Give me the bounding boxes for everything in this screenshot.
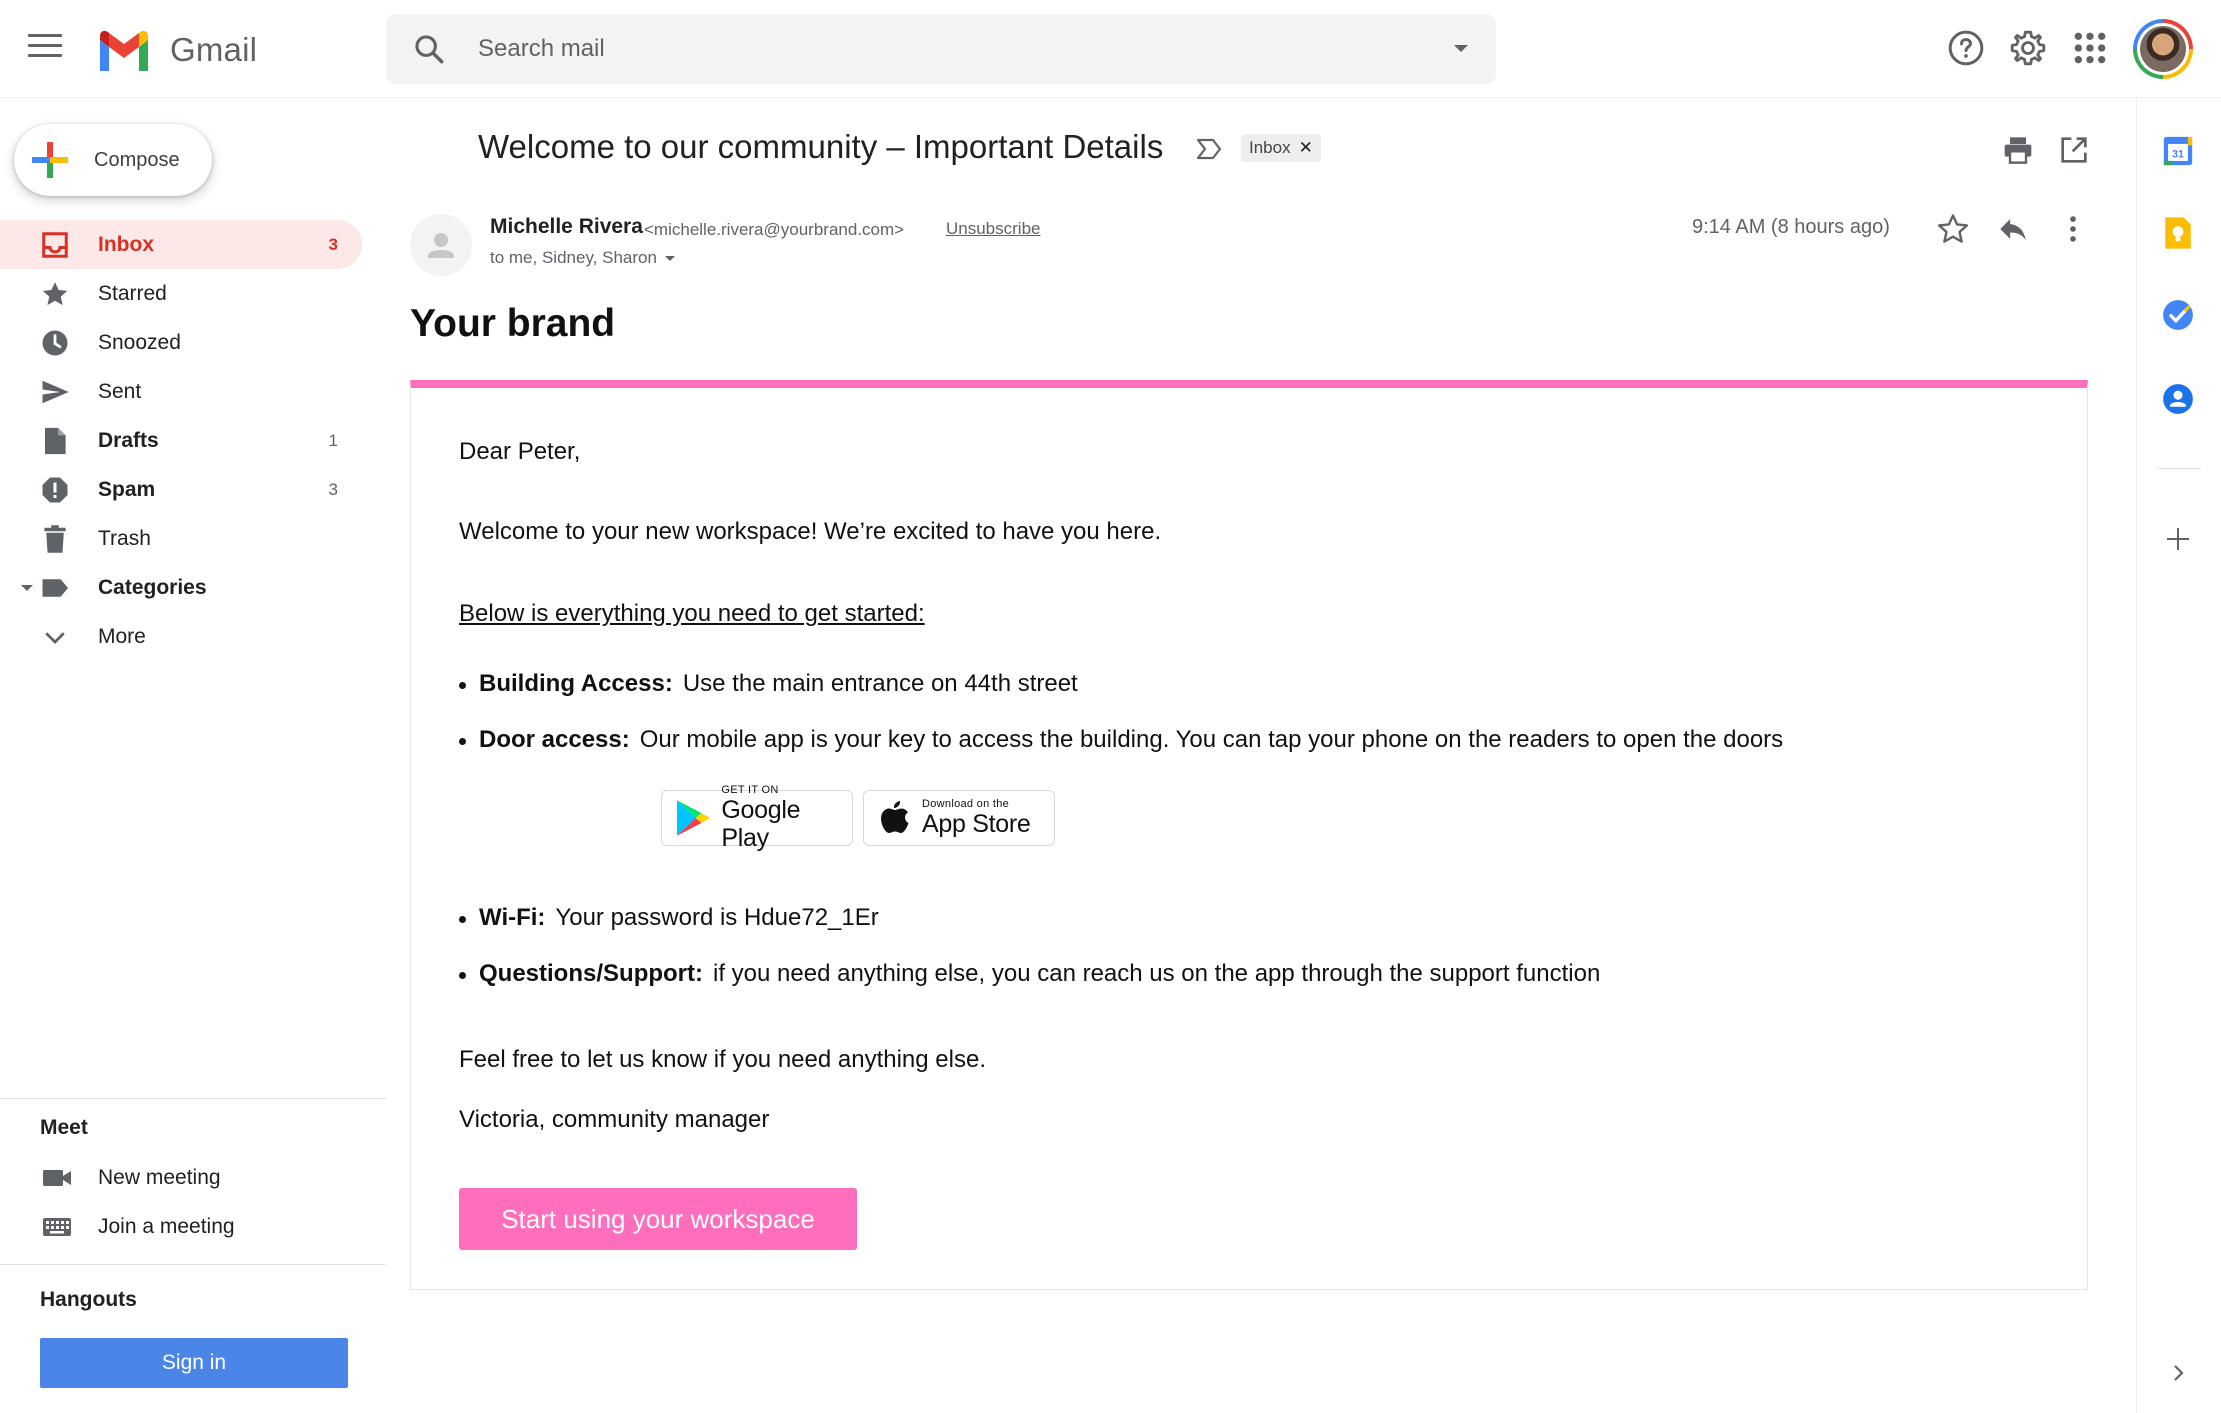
recipients-text: to me, Sidney, Sharon: [490, 248, 657, 267]
google-play-text: [721, 784, 852, 852]
sidebar-divider: [0, 1264, 386, 1265]
hangouts-section-title: Hangouts: [40, 1288, 137, 1311]
expand-caret-icon[interactable]: [21, 585, 33, 591]
search-options-icon[interactable]: [1454, 45, 1468, 52]
intro-text: Welcome to your new workspace! We’re excited to have you here.: [459, 518, 1162, 545]
sidebar-item-snoozed[interactable]: [0, 318, 362, 367]
sidebar-item-label: Spam: [98, 477, 156, 501]
contacts-icon[interactable]: [2161, 382, 2195, 416]
drafts-count: 1: [328, 430, 338, 450]
google-play-badge[interactable]: [661, 784, 853, 852]
sidebar-item-trash[interactable]: [0, 514, 362, 563]
label-chip-text: Inbox: [1249, 138, 1291, 157]
apple-logo-icon: [880, 799, 910, 837]
side-panel-divider: [2157, 468, 2201, 469]
account-avatar[interactable]: [2133, 19, 2193, 79]
more-options-icon[interactable]: [2056, 212, 2090, 246]
print-icon[interactable]: [2002, 134, 2034, 166]
spam-report-icon: [40, 475, 70, 505]
sidebar-item-spam[interactable]: [0, 465, 362, 514]
sidebar-item-label: Drafts: [98, 428, 159, 452]
show-details-caret-icon: [665, 256, 675, 261]
search-input[interactable]: [478, 28, 1378, 70]
unread-count: 3: [328, 234, 338, 254]
new-meeting-item[interactable]: [0, 1153, 362, 1202]
side-panel: [2136, 98, 2221, 1413]
avatar-ring: [2137, 23, 2189, 75]
list-item-text: Use the main entrance on 44th street: [682, 670, 1078, 697]
gmail-m-icon: [96, 29, 152, 71]
google-play-small-text: GET IT ON: [721, 784, 779, 796]
unsubscribe-link[interactable]: Unsubscribe: [946, 219, 1041, 238]
help-icon[interactable]: [1946, 28, 1986, 68]
sender-avatar[interactable]: [410, 214, 472, 276]
greeting-text: Dear Peter,: [459, 438, 581, 465]
star-outline-icon[interactable]: [1936, 212, 1970, 246]
brand-heading: Your brand: [410, 302, 616, 345]
sidebar-item-label: Starred: [98, 281, 167, 305]
search-bar[interactable]: [386, 14, 1496, 84]
sender-name[interactable]: Michelle Rivera: [490, 215, 643, 238]
email-timestamp: 9:14 AM (8 hours ago): [1692, 216, 1890, 238]
sidebar-item-label: Sent: [98, 379, 142, 403]
reading-pane: [386, 98, 2136, 1413]
draft-icon: [40, 426, 70, 456]
gmail-logo[interactable]: [96, 28, 257, 72]
star-icon: [40, 279, 70, 309]
join-meeting-item[interactable]: [0, 1202, 362, 1251]
list-item-title: Wi-Fi:: [479, 904, 546, 931]
list-item-text: Our mobile app is your key to access the building. You can tap your phone on the readers to open the doors: [639, 726, 1784, 753]
app-store-text: [922, 798, 1030, 838]
sidebar-divider: [0, 1098, 386, 1099]
sidebar-item-more[interactable]: [0, 612, 362, 661]
reply-icon[interactable]: [1996, 212, 2030, 246]
inbox-label-chip: [1241, 134, 1321, 162]
sidebar-item-starred[interactable]: [0, 269, 362, 318]
get-addons-plus-icon[interactable]: [2165, 526, 2191, 552]
list-item-title: Door access:: [479, 726, 630, 753]
sidebar-item-label: Categories: [98, 575, 207, 599]
svg-text:31: 31: [2172, 148, 2184, 161]
list-item-title: Building Access:: [479, 670, 673, 697]
tasks-icon[interactable]: [2161, 298, 2195, 332]
chevron-right-icon[interactable]: [2167, 1362, 2189, 1384]
compose-plus-icon: [32, 142, 68, 178]
left-sidebar: [0, 98, 386, 1413]
google-play-big-text: Google Play: [721, 796, 801, 852]
email-body-card: [410, 380, 2088, 1290]
keep-notes-icon[interactable]: [2161, 216, 2195, 250]
important-marker-icon[interactable]: [1196, 138, 1222, 160]
meet-section-title: Meet: [40, 1116, 88, 1139]
open-in-new-window-icon[interactable]: [2058, 134, 2090, 166]
folder-nav: [0, 220, 362, 661]
avatar-photo: [2140, 26, 2186, 72]
sidebar-item-categories[interactable]: [0, 563, 362, 612]
main-menu-icon[interactable]: [28, 34, 62, 64]
new-meeting-label: New meeting: [98, 1165, 221, 1189]
list-heading: Below is everything you need to get started:: [459, 600, 925, 627]
chevron-down-icon: [40, 622, 70, 652]
list-item: [479, 670, 1078, 698]
app-store-badge[interactable]: [863, 790, 1055, 846]
video-camera-icon: [42, 1165, 72, 1191]
search-icon[interactable]: [412, 32, 446, 66]
calendar-icon[interactable]: [2161, 134, 2195, 168]
sidebar-item-label: Trash: [98, 526, 151, 550]
trash-icon: [40, 524, 70, 554]
inbox-icon: [40, 230, 70, 260]
settings-gear-icon[interactable]: [2008, 28, 2048, 68]
list-item-text: if you need anything else, you can reach us on the app through the support function: [713, 960, 1601, 987]
sidebar-item-drafts[interactable]: [0, 416, 362, 465]
sidebar-item-inbox[interactable]: [0, 220, 362, 269]
list-item: [479, 904, 879, 932]
list-item-title: Questions/Support:: [479, 960, 703, 987]
sidebar-item-label: More: [98, 624, 146, 648]
hangouts-sign-in-button[interactable]: Sign in: [40, 1338, 348, 1388]
sidebar-item-label: Snoozed: [98, 330, 181, 354]
sidebar-item-sent[interactable]: [0, 367, 362, 416]
remove-label-icon[interactable]: ✕: [1298, 138, 1313, 157]
signature-text: Victoria, community manager: [459, 1106, 770, 1133]
keyboard-icon: [42, 1214, 72, 1240]
label-tag-icon: [40, 573, 70, 603]
clock-icon: [40, 328, 70, 358]
gmail-wordmark: Gmail: [170, 31, 258, 68]
google-play-icon: [674, 798, 711, 838]
sidebar-item-label: Inbox: [98, 232, 154, 256]
sender-email: <michelle.rivera@yourbrand.com>: [644, 220, 905, 239]
recipients-details[interactable]: [490, 248, 675, 268]
default-person-icon: [410, 214, 472, 276]
list-item-text: Your password is Hdue72_1Er: [555, 904, 879, 931]
list-item: [479, 960, 1600, 988]
start-workspace-button[interactable]: Start using your workspace: [459, 1188, 857, 1250]
apps-grid-icon[interactable]: [2070, 28, 2110, 68]
send-icon: [40, 377, 70, 407]
spam-count: 3: [328, 479, 338, 499]
join-meeting-label: Join a meeting: [98, 1214, 235, 1238]
app-store-big-text: App Store: [922, 810, 1031, 838]
top-header: [0, 0, 2221, 98]
compose-label: Compose: [94, 148, 180, 171]
list-item: [479, 726, 1783, 754]
compose-button[interactable]: [14, 124, 212, 196]
email-subject: Welcome to our community – Important Details: [478, 128, 1164, 165]
app-store-small-text: Download on the: [922, 798, 1010, 810]
closing-text: Feel free to let us know if you need anything else.: [459, 1046, 986, 1073]
